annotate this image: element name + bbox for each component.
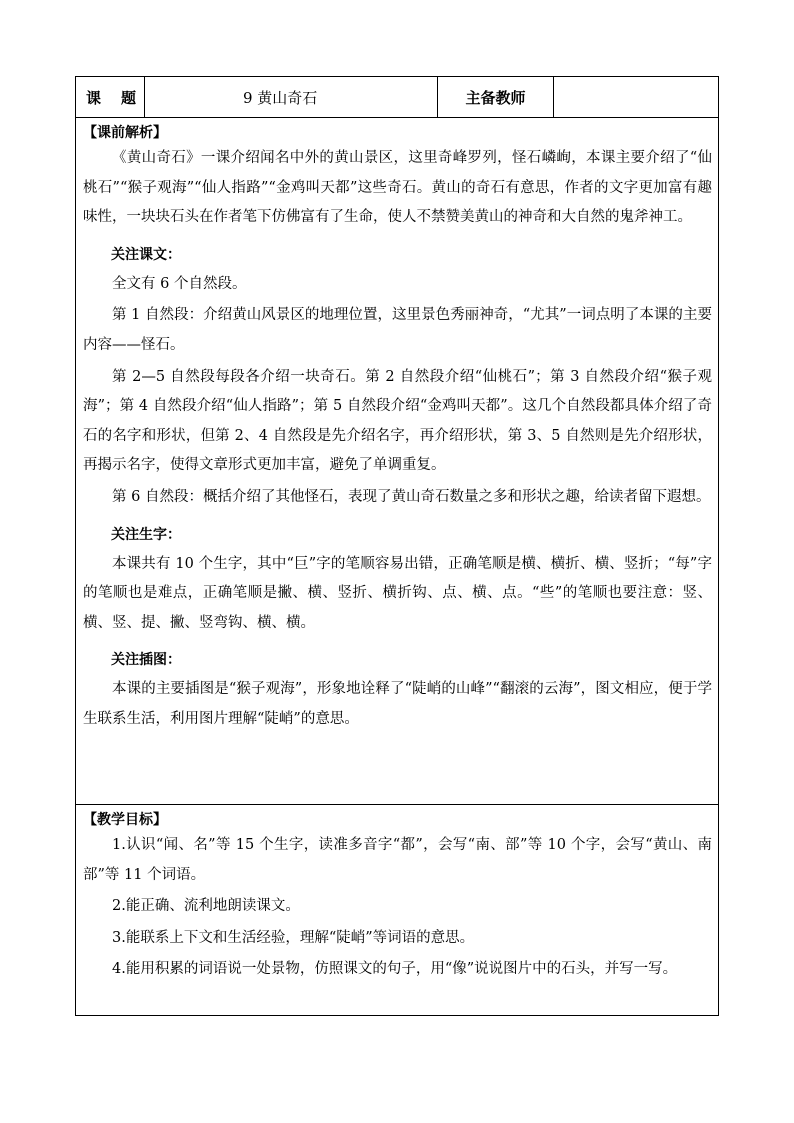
teacher-value xyxy=(554,77,719,118)
teacher-label: 主备教师 xyxy=(438,77,554,118)
analysis-cell xyxy=(76,118,719,805)
topic-label-part2: 题 xyxy=(121,88,137,107)
topic-label-cell xyxy=(76,77,145,118)
lesson-plan-table xyxy=(75,76,719,1016)
goals-heading: 【教学目标】 xyxy=(83,812,167,828)
topic-label-part1: 课 xyxy=(86,88,102,107)
goals-cell xyxy=(76,805,719,1016)
goal-item: 3.能联系上下文和生活经验，理解“陡峭”等词语的意思。 xyxy=(112,929,475,946)
goal-item: 1.认识“闻、名”等 15 个生字，读准多音字“都”，会写“南、部”等 10 个字，会写“黄山、南部”等 11 个词语。 xyxy=(83,837,712,883)
goal-item: 4.能用积累的词语说一处景物，仿照课文的句子，用“像”说说图片中的石头，并写一写。 xyxy=(112,961,678,978)
text-focus-paragraph: 第 1 自然段：介绍黄山风景区的地理位置，这里景色秀丽神奇，“尤其”一词点明了本课的主要内容——怪石。 xyxy=(83,307,712,353)
header-row xyxy=(76,77,719,118)
image-focus-heading: 关注插图： xyxy=(111,652,181,669)
text-focus-paragraph: 全文有 6 个自然段。 xyxy=(112,275,247,292)
lesson-title: 9 黄山奇石 xyxy=(145,77,438,118)
goals-row xyxy=(76,805,719,1016)
analysis-row xyxy=(76,118,719,805)
analysis-intro: 《黄山奇石》一课介绍闻名中外的黄山景区，这里奇峰罗列，怪石嶙峋，本课主要介绍了“仙桃石”“猴子观海”“仙人指路”“金鸡叫天都”这些奇石。黄山的奇石有意思，作者的文字更加富有趣味性，一块块石头在作者笔下仿佛富有了生命，使人不禁赞美黄山的神奇和大自然的鬼斧神工。 xyxy=(83,150,712,226)
text-focus-paragraph: 第 2—5 自然段每段各介绍一块奇石。第 2 自然段介绍“仙桃石”；第 3 自然段介绍“猴子观海”；第 4 自然段介绍“仙人指路”；第 5 自然段介绍“金鸡叫天都”。这几个自然段都具体介绍了奇石的名字和形状，但第 2、4 自然段是先介绍名字，再介绍形状，第 3、5 自然则是先介绍形状，再揭示名字，使得文章形式更加丰富，避免了单调重复。 xyxy=(83,368,712,474)
analysis-heading: 【课前解析】 xyxy=(83,125,167,141)
text-focus-heading: 关注课文： xyxy=(111,246,181,263)
text-focus-paragraph: 第 6 自然段：概括介绍了其他怪石，表现了黄山奇石数量之多和形状之趣，给读者留下遐想。 xyxy=(112,488,711,505)
chars-focus-paragraph: 本课共有 10 个生字，其中“巨”字的笔顺容易出错，正确笔顺是横、横折、横、竖折；“每”字的笔顺也是难点，正确笔顺是撇、横、竖折、横折钩、点、横、点。“些”的笔顺也要注意：竖、横、竖、提、撇、竖弯钩、横、横。 xyxy=(83,555,712,631)
image-focus-paragraph: 本课的主要插图是“猴子观海”，形象地诠释了“陡峭的山峰”“翻滚的云海”，图文相应，便于学生联系生活，利用图片理解“陡峭”的意思。 xyxy=(83,681,712,727)
chars-focus-heading: 关注生字： xyxy=(111,526,181,543)
goal-item: 2.能正确、流利地朗读课文。 xyxy=(112,898,300,915)
